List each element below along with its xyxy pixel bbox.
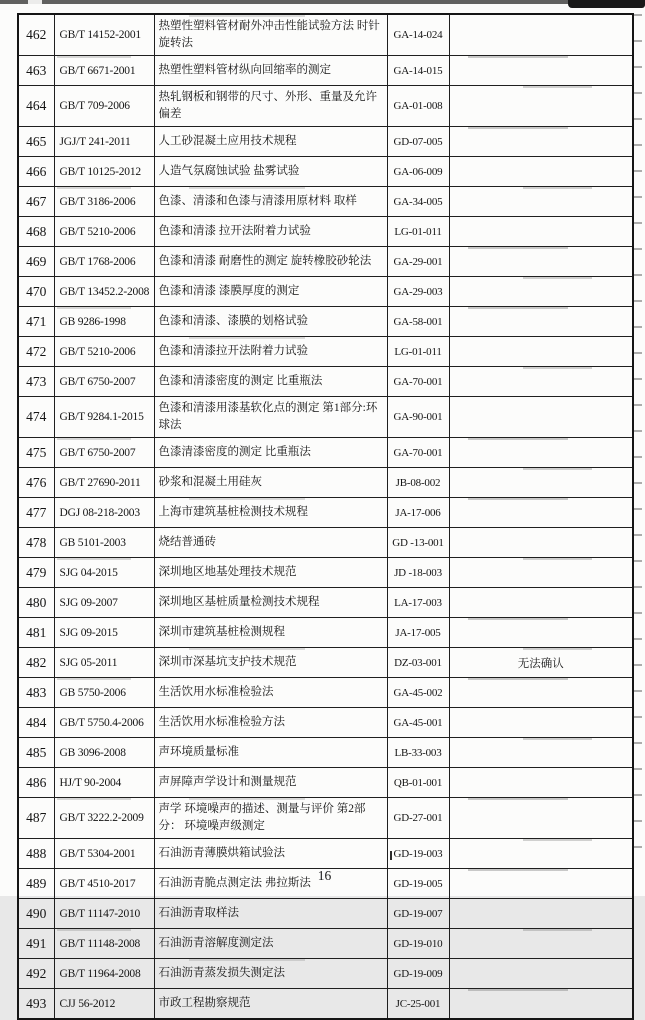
- method-code-cell: JD -18-003: [387, 558, 449, 588]
- row-number-cell: 468: [18, 217, 54, 247]
- standard-code-cell: SJG 04-2015: [54, 558, 154, 588]
- row-number-cell: 486: [18, 768, 54, 798]
- method-code-cell: LG-01-011: [387, 217, 449, 247]
- standard-title-cell: 上海市建筑基桩检测技术规程: [154, 498, 387, 528]
- row-number-cell: 463: [18, 56, 54, 86]
- note-cell: [449, 468, 633, 498]
- table-row: [18, 367, 633, 397]
- standard-title-cell: 石油沥青取样法: [154, 899, 387, 929]
- scan-artifact-top-right: [568, 0, 645, 8]
- table-row: [18, 768, 633, 798]
- row-number-cell: 492: [18, 959, 54, 989]
- note-cell: [449, 337, 633, 367]
- note-cell: [449, 498, 633, 528]
- standard-code-cell: GB/T 5750.4-2006: [54, 708, 154, 738]
- standard-code-cell: GB 5101-2003: [54, 528, 154, 558]
- standard-title-cell: 色漆和清漆拉开法附着力试验: [154, 337, 387, 367]
- standard-code-cell: GB/T 9284.1-2015: [54, 397, 154, 438]
- standard-title-cell: 深圳市深基坑支护技术规范: [154, 648, 387, 678]
- table-row: [18, 187, 633, 217]
- standard-title-cell: 石油沥青脆点测定法 弗拉斯法: [154, 869, 387, 899]
- method-code-cell: GD-07-005: [387, 127, 449, 157]
- note-cell: [449, 708, 633, 738]
- method-code-cell: GA-29-003: [387, 277, 449, 307]
- table-row: [18, 678, 633, 708]
- standard-code-cell: GB/T 10125-2012: [54, 157, 154, 187]
- standard-code-cell: GB 9286-1998: [54, 307, 154, 337]
- standard-code-cell: GB/T 4510-2017: [54, 869, 154, 899]
- note-cell: [449, 217, 633, 247]
- method-code-cell: JA-17-005: [387, 618, 449, 648]
- standard-code-cell: GB/T 6671-2001: [54, 56, 154, 86]
- standard-title-cell: 人造气氛腐蚀试验 盐雾试验: [154, 157, 387, 187]
- note-cell: [449, 86, 633, 127]
- table-row: [18, 247, 633, 277]
- standard-code-cell: GB/T 3186-2006: [54, 187, 154, 217]
- standard-title-cell: 色漆、清漆和色漆与清漆用原材料 取样: [154, 187, 387, 217]
- standard-title-cell: 热塑性塑料管材纵向回缩率的测定: [154, 56, 387, 86]
- method-code-cell: GA-45-002: [387, 678, 449, 708]
- method-code-cell: GD-27-001: [387, 798, 449, 839]
- note-cell: [449, 157, 633, 187]
- standard-title-cell: 烧结普通砖: [154, 528, 387, 558]
- standard-title-cell: 石油沥青蒸发损失测定法: [154, 959, 387, 989]
- standard-title-cell: 深圳地区地基处理技术规范: [154, 558, 387, 588]
- table-row: [18, 468, 633, 498]
- note-cell: [449, 247, 633, 277]
- standard-code-cell: GB/T 11147-2010: [54, 899, 154, 929]
- standard-title-cell: 生活饮用水标准检验法: [154, 678, 387, 708]
- row-number-cell: 472: [18, 337, 54, 367]
- table-row: [18, 438, 633, 468]
- row-number-cell: 478: [18, 528, 54, 558]
- table-row: [18, 307, 633, 337]
- standard-code-cell: GB/T 13452.2-2008: [54, 277, 154, 307]
- note-cell: [449, 588, 633, 618]
- standard-title-cell: 声学 环境噪声的描述、测量与评价 第2部分： 环境噪声级测定: [154, 798, 387, 839]
- note-cell: [449, 277, 633, 307]
- table-row: [18, 798, 633, 839]
- note-cell: [449, 989, 633, 1020]
- standard-code-cell: GB/T 14152-2001: [54, 14, 154, 56]
- method-code-cell: JB-08-002: [387, 468, 449, 498]
- row-number-cell: 469: [18, 247, 54, 277]
- row-number-cell: 493: [18, 989, 54, 1020]
- page-number: 16: [317, 868, 332, 883]
- standard-code-cell: GB/T 27690-2011: [54, 468, 154, 498]
- method-code-cell: JC-25-001: [387, 989, 449, 1020]
- row-number-cell: 476: [18, 468, 54, 498]
- note-cell: [449, 528, 633, 558]
- table-row: [18, 989, 633, 1020]
- standard-code-cell: SJG 09-2015: [54, 618, 154, 648]
- row-number-cell: 474: [18, 397, 54, 438]
- note-cell: [449, 768, 633, 798]
- standard-code-cell: GB 5750-2006: [54, 678, 154, 708]
- table-row: [18, 86, 633, 127]
- method-code-cell: GA-45-001: [387, 708, 449, 738]
- table-row: [18, 558, 633, 588]
- table-row: [18, 959, 633, 989]
- note-cell: [449, 678, 633, 708]
- table-row: [18, 56, 633, 86]
- note-cell: [449, 959, 633, 989]
- standard-title-cell: 色漆和清漆用漆基软化点的测定 第1部分:环球法: [154, 397, 387, 438]
- note-cell: [449, 367, 633, 397]
- note-cell: [449, 14, 633, 56]
- standard-title-cell: 色漆和清漆 拉开法附着力试验: [154, 217, 387, 247]
- note-cell: [449, 187, 633, 217]
- note-cell: [449, 397, 633, 438]
- row-number-cell: 471: [18, 307, 54, 337]
- row-number-cell: 475: [18, 438, 54, 468]
- row-number-cell: 491: [18, 929, 54, 959]
- note-cell: [449, 307, 633, 337]
- table-row: [18, 738, 633, 768]
- standard-title-cell: 石油沥青溶解度测定法: [154, 929, 387, 959]
- table-row: [18, 929, 633, 959]
- row-number-cell: 466: [18, 157, 54, 187]
- table-row: [18, 157, 633, 187]
- standard-title-cell: 色漆和清漆密度的测定 比重瓶法: [154, 367, 387, 397]
- method-code-cell: LB-33-003: [387, 738, 449, 768]
- row-number-cell: 479: [18, 558, 54, 588]
- note-cell: [449, 56, 633, 86]
- method-code-cell: DZ-03-001: [387, 648, 449, 678]
- table-row: [18, 708, 633, 738]
- row-number-cell: 470: [18, 277, 54, 307]
- standard-code-cell: CJJ 56-2012: [54, 989, 154, 1020]
- row-number-cell: 462: [18, 14, 54, 56]
- row-number-cell: 485: [18, 738, 54, 768]
- standard-code-cell: GB/T 5304-2001: [54, 839, 154, 869]
- standard-code-cell: GB/T 11964-2008: [54, 959, 154, 989]
- table-row: [18, 839, 633, 869]
- row-number-cell: 465: [18, 127, 54, 157]
- standard-code-cell: GB/T 3222.2-2009: [54, 798, 154, 839]
- table-row: [18, 127, 633, 157]
- note-cell: [449, 438, 633, 468]
- standard-title-cell: 市政工程勘察规范: [154, 989, 387, 1020]
- method-code-cell: GA-70-001: [387, 367, 449, 397]
- note-cell: [449, 558, 633, 588]
- method-code-cell: GD-19-007: [387, 899, 449, 929]
- note-cell: 无法确认: [449, 648, 633, 678]
- table-row: [18, 217, 633, 247]
- standard-code-cell: GB/T 6750-2007: [54, 367, 154, 397]
- standard-code-cell: GB/T 709-2006: [54, 86, 154, 127]
- method-code-cell: GA-14-015: [387, 56, 449, 86]
- row-number-cell: 490: [18, 899, 54, 929]
- standard-code-cell: GB/T 5210-2006: [54, 337, 154, 367]
- row-number-cell: 489: [18, 869, 54, 899]
- standard-code-cell: HJ/T 90-2004: [54, 768, 154, 798]
- table-row: [18, 337, 633, 367]
- note-cell: [449, 798, 633, 839]
- method-code-cell: GA-06-009: [387, 157, 449, 187]
- row-number-cell: 482: [18, 648, 54, 678]
- table-row: [18, 14, 633, 56]
- row-number-cell: 483: [18, 678, 54, 708]
- standard-title-cell: 色漆和清漆 漆膜厚度的测定: [154, 277, 387, 307]
- standard-title-cell: 色漆清漆密度的测定 比重瓶法: [154, 438, 387, 468]
- standard-code-cell: DGJ 08-218-2003: [54, 498, 154, 528]
- standard-code-cell: GB/T 5210-2006: [54, 217, 154, 247]
- row-number-cell: 480: [18, 588, 54, 618]
- standard-title-cell: 声屏障声学设计和测量规范: [154, 768, 387, 798]
- note-cell: [449, 618, 633, 648]
- standard-code-cell: JGJ/T 241-2011: [54, 127, 154, 157]
- method-code-cell: GD-19-010: [387, 929, 449, 959]
- table-row: [18, 899, 633, 929]
- standard-code-cell: SJG 09-2007: [54, 588, 154, 618]
- method-code-cell: GD-19-009: [387, 959, 449, 989]
- method-code-cell: GA-14-024: [387, 14, 449, 56]
- row-number-cell: 477: [18, 498, 54, 528]
- method-code-cell: GD -13-001: [387, 528, 449, 558]
- standard-code-cell: GB/T 6750-2007: [54, 438, 154, 468]
- note-cell: [449, 127, 633, 157]
- standard-title-cell: 人工砂混凝土应用技术规程: [154, 127, 387, 157]
- row-number-cell: 487: [18, 798, 54, 839]
- table-row: [18, 277, 633, 307]
- table-row: [18, 528, 633, 558]
- note-cell: [449, 839, 633, 869]
- method-code-cell: JA-17-006: [387, 498, 449, 528]
- table-row: [18, 618, 633, 648]
- method-code-cell: QB-01-001: [387, 768, 449, 798]
- standard-title-cell: 热轧钢板和钢带的尺寸、外形、重量及允许偏差: [154, 86, 387, 127]
- method-code-cell: GA-34-005: [387, 187, 449, 217]
- table-row: [18, 397, 633, 438]
- standard-code-cell: GB 3096-2008: [54, 738, 154, 768]
- note-cell: [449, 929, 633, 959]
- method-code-cell: GD-19-005: [387, 869, 449, 899]
- row-number-cell: 464: [18, 86, 54, 127]
- row-number-cell: 473: [18, 367, 54, 397]
- standard-code-cell: SJG 05-2011: [54, 648, 154, 678]
- table-row: [18, 648, 633, 678]
- method-code-cell: GD-19-003: [387, 839, 449, 869]
- scan-artifact-top-notch: [28, 0, 42, 4]
- method-code-cell: GA-70-001: [387, 438, 449, 468]
- standard-title-cell: 生活饮用水标准检验方法: [154, 708, 387, 738]
- method-code-cell: GA-90-001: [387, 397, 449, 438]
- table-row: [18, 498, 633, 528]
- table-row: [18, 588, 633, 618]
- row-number-cell: 481: [18, 618, 54, 648]
- note-cell: [449, 738, 633, 768]
- method-code-cell: GA-29-001: [387, 247, 449, 277]
- standard-title-cell: 深圳地区基桩质量检测技术规程: [154, 588, 387, 618]
- method-code-cell: LA-17-003: [387, 588, 449, 618]
- standard-title-cell: 深圳市建筑基桩检测规程: [154, 618, 387, 648]
- standard-title-cell: 热塑性塑料管材耐外冲击性能试验方法 时针旋转法: [154, 14, 387, 56]
- standard-title-cell: 声环境质量标准: [154, 738, 387, 768]
- method-code-cell: GA-58-001: [387, 307, 449, 337]
- method-code-cell: LG-01-011: [387, 337, 449, 367]
- method-code-cell: GA-01-008: [387, 86, 449, 127]
- standard-code-cell: GB/T 11148-2008: [54, 929, 154, 959]
- row-number-cell: 484: [18, 708, 54, 738]
- row-number-cell: 488: [18, 839, 54, 869]
- standard-title-cell: 砂浆和混凝土用硅灰: [154, 468, 387, 498]
- standard-title-cell: 石油沥青薄膜烘箱试验法: [154, 839, 387, 869]
- scan-artifact-right-ticks: [633, 14, 642, 854]
- note-cell: [449, 899, 633, 929]
- standard-title-cell: 色漆和清漆、漆膜的划格试验: [154, 307, 387, 337]
- scan-artifact-top-band: [0, 0, 645, 4]
- standard-title-cell: 色漆和清漆 耐磨性的测定 旋转橡胶砂轮法: [154, 247, 387, 277]
- standard-code-cell: GB/T 1768-2006: [54, 247, 154, 277]
- row-number-cell: 467: [18, 187, 54, 217]
